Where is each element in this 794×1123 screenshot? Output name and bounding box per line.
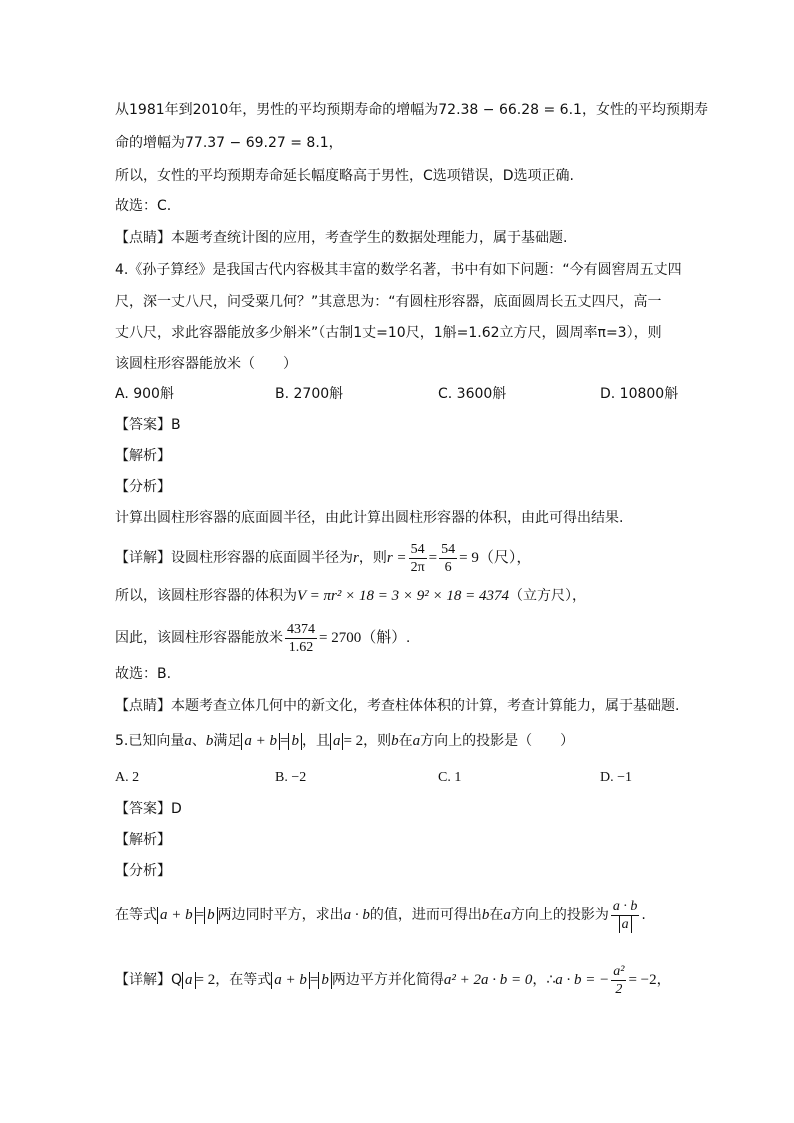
fraction-denominator: 2 — [615, 981, 623, 997]
text-line: 故选：C. — [115, 198, 172, 214]
text-line: 从1981年到2010年，男性的平均预期寿命的增幅为72.38 − 66.28 = 6.1，女性的平均预期寿 — [115, 102, 708, 118]
question-4-line: 尺，深一丈八尺，问受粟几何？”其意思为：“有圆柱形容器，底面圆周长五丈四尺，高一 — [115, 294, 662, 310]
detail-text: 因此，该圆柱形容器能放米 — [115, 630, 283, 646]
detail-text: 所以，该圆柱形容器的体积为 — [115, 588, 297, 604]
option-c: C. 1 — [438, 770, 462, 785]
fraction-denominator: 1.62 — [288, 639, 314, 655]
math-expr: = −2 — [628, 972, 657, 988]
vector-a: a — [412, 733, 421, 749]
q-text: ，且 — [301, 733, 330, 749]
fraction — [611, 963, 626, 998]
detail-text: 两边同时平方，求出 — [217, 907, 344, 923]
question-4-line: 4.《孙子算经》是我国古代内容极其丰富的数学名著，书中有如下问题：“今有圆窖周五丈四 — [115, 262, 682, 278]
fraction-denominator: 6 — [444, 559, 452, 575]
abs-expr: b — [204, 907, 218, 924]
text-line: 计算出圆柱形容器的底面圆半径，由此计算出圆柱形容器的体积，由此可得出结果. — [115, 510, 624, 526]
section-label: 【分析】 — [115, 863, 171, 879]
section-label: 【分析】 — [115, 479, 171, 495]
option-b: B. 2700斛 — [275, 386, 344, 402]
fraction — [285, 621, 317, 656]
analysis-label: 【解析】 — [115, 832, 171, 848]
detail-text: ，则 — [358, 550, 387, 566]
fraction-numerator: 54 — [409, 541, 427, 559]
fraction-numerator: 4374 — [287, 621, 315, 637]
math-expr: a · b = − — [555, 972, 610, 988]
fraction — [409, 541, 427, 576]
math-expr: V = πr² × 18 = 3 × 9² × 18 = 4374 — [297, 588, 509, 604]
q-text: 满足 — [213, 733, 242, 749]
math-expr: = 2700（斛）. — [319, 630, 410, 646]
detail-text: ， — [656, 972, 671, 988]
question-4-line: 丈八尺，求此容器能放多少斛米”（古制1丈=10尺，1斛=1.62立方尺，圆周率π=3），则 — [115, 325, 662, 341]
detail-text: （立方尺）， — [508, 588, 586, 604]
detail-text: ，在等式 — [215, 972, 272, 988]
vector-a: a — [184, 733, 192, 749]
abs-expr: a — [330, 733, 344, 750]
option-c: C. 3600斛 — [438, 386, 507, 402]
q-text: 5.已知向量 — [115, 733, 185, 749]
option-a: A. 2 — [115, 770, 140, 785]
math-expr: a² + 2a · b = 0 — [443, 972, 533, 988]
analysis-label: 【解析】 — [115, 448, 171, 464]
detail-text: 【详解】Q — [115, 972, 183, 988]
detail-text: ，∴ — [532, 972, 556, 988]
option-b: B. −2 — [275, 770, 307, 785]
vector-b: b — [391, 733, 399, 749]
text-line: 命的增幅为77.37 − 69.27 = 8.1， — [115, 135, 343, 151]
detail-text: 方向上的投影为 — [510, 907, 609, 923]
fraction-denominator — [611, 916, 640, 933]
abs-expr: a — [619, 916, 632, 933]
abs-expr: b — [318, 972, 332, 989]
detail-text: 在等式 — [115, 907, 157, 923]
detail-line — [115, 540, 715, 576]
q-text: 在 — [398, 733, 413, 749]
abs-expr: a + b — [241, 733, 280, 750]
q-text: 方向上的投影是（ ） — [420, 733, 575, 749]
detail-text: 在 — [489, 907, 504, 923]
detail-line — [115, 960, 715, 1000]
abs-expr: a — [182, 972, 196, 989]
text-line: 故选：B. — [115, 666, 172, 682]
fraction-numerator: 54 — [441, 541, 456, 557]
text-line: 所以，女性的平均预期寿命延长幅度略高于男性，C选项错误，D选项正确. — [115, 168, 575, 184]
vector-a: a — [503, 907, 511, 923]
vector-b: b — [205, 733, 214, 749]
math-expr: = 9（尺）， — [459, 550, 532, 566]
abs-expr: a + b — [157, 907, 196, 924]
abs-expr: a + b — [271, 972, 310, 989]
math-expr: r = — [386, 550, 407, 566]
detail-text: . — [641, 907, 646, 923]
comment-line: 【点睛】本题考查立体几何中的新文化，考查柱体体积的计算，考查计算能力，属于基础题. — [115, 698, 680, 714]
q-text: ，则 — [363, 733, 392, 749]
radius-symbol: r — [353, 550, 359, 566]
math-expr: = — [195, 907, 205, 923]
detail-text: 的值，进而可得出 — [369, 907, 482, 923]
option-d: D. −1 — [600, 770, 633, 785]
math-expr: = — [428, 550, 438, 566]
fraction — [611, 898, 640, 933]
fraction-numerator: a · b — [612, 898, 638, 914]
fraction-denominator: 2π — [410, 559, 425, 575]
math-expr: a · b — [343, 907, 370, 923]
math-expr: = — [279, 733, 289, 749]
volume-line — [115, 586, 715, 606]
math-expr: = 2 — [195, 972, 216, 988]
option-a: A. 900斛 — [115, 386, 174, 402]
fraction-numerator: a² — [613, 963, 625, 979]
abs-expr: b — [288, 733, 302, 750]
fraction — [439, 541, 457, 576]
detail-text: 【详解】设圆柱形容器的底面圆半径为 — [115, 550, 353, 566]
result-line — [115, 620, 715, 656]
answer-label: 【答案】D — [115, 801, 182, 817]
answer-label: 【答案】B — [115, 417, 181, 433]
analysis-line — [115, 895, 715, 935]
question-4-line: 该圆柱形容器能放米（ ） — [115, 356, 297, 372]
option-d: D. 10800斛 — [600, 386, 679, 402]
vector-b: b — [481, 907, 490, 923]
math-expr: = — [309, 972, 319, 988]
comment-line: 【点睛】本题考查统计图的应用，考查学生的数据处理能力，属于基础题. — [115, 230, 568, 246]
math-expr: = 2 — [343, 733, 364, 749]
q-text: 、 — [191, 733, 206, 749]
detail-text: 两边平方并化简得 — [331, 972, 444, 988]
question-5-line — [115, 731, 715, 751]
